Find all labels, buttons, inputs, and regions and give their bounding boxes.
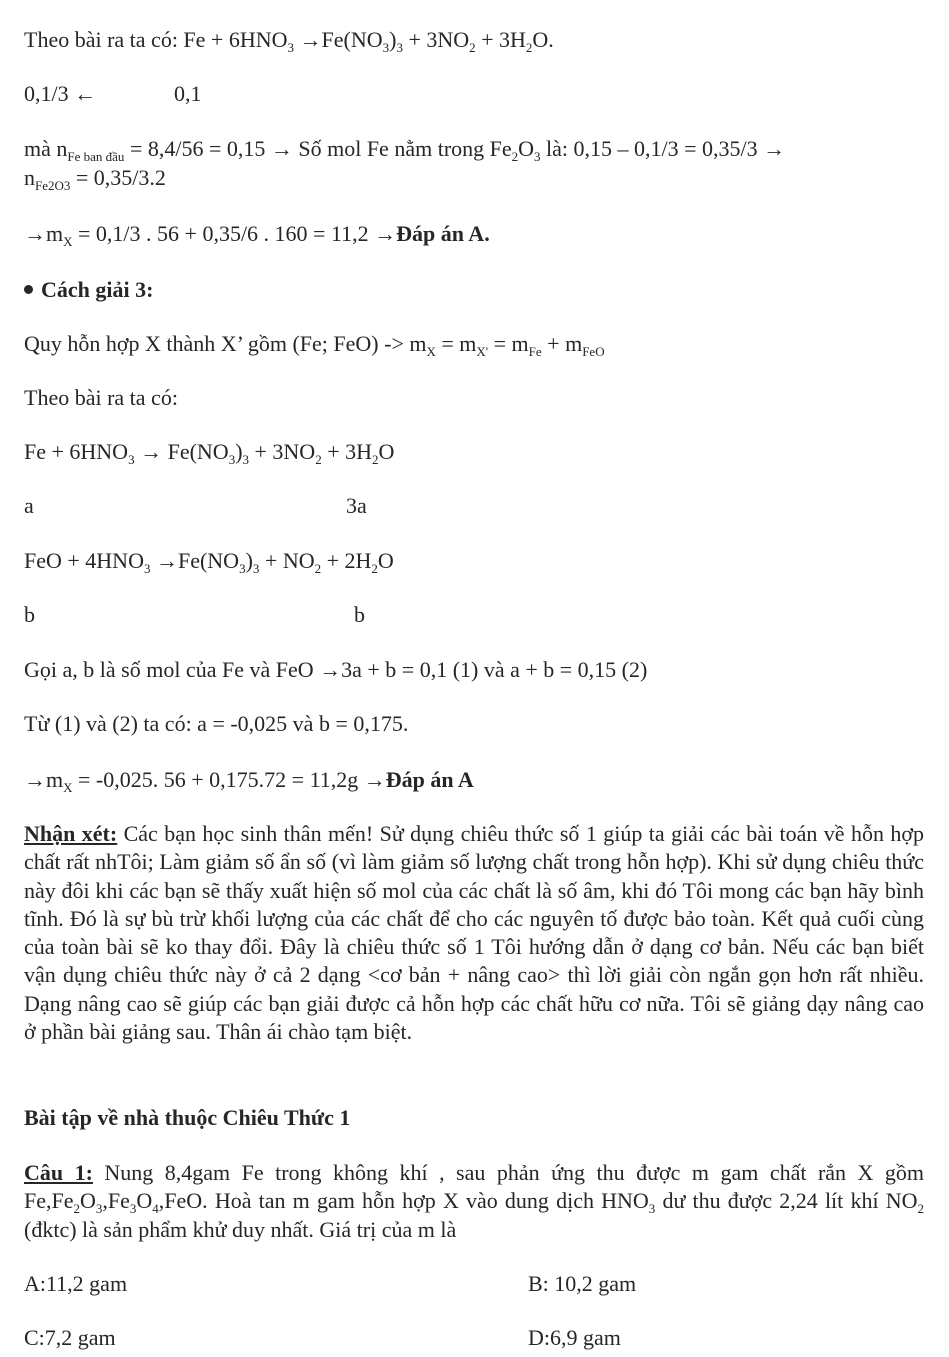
reaction-line-2: $Fe + 6HNO_3 \to Fe(NO_3)_3 + 3NO_2 + 3H_2O$ (24, 439, 395, 467)
mole-line-2-value: 3a (346, 493, 367, 518)
result-line-1: $\to m_X = 0,1/3$ . 56 + 0,35/6 . 160 = 11,2 →Đáp án A. (24, 221, 490, 249)
method-3-heading: Cách giải 3: (24, 276, 153, 304)
answer-option-c: C:7,2 gam (24, 1325, 116, 1350)
bullet-icon (24, 285, 33, 294)
mole-line-1-value: 0,1 (174, 81, 202, 106)
mole-line-1: 0,1/3 ← (24, 81, 97, 106)
answer-option-d: D:6,9 gam (528, 1325, 621, 1350)
mole-line-3-value: b (354, 602, 365, 627)
homework-title: Bài tập về nhà thuộc Chiêu Thức 1 (24, 1105, 351, 1130)
reaction-line-1: Theo bài ra ta có: $Fe + 6HNO_3 \to Fe(NO_3)_3 + 3NO_2 + 3H_2O$. (24, 27, 554, 55)
method-3-intro: Quy hỗn hợp X thành X’ gồm (Fe; $FeO) -> m_X = m_{X'} = m_{Fe} + m_{FeO}$ (24, 331, 605, 359)
equation-solution: Từ (1) và (2) ta có: a = -0,025 và b = 0,175. (24, 711, 409, 736)
calc-line-2: $n_{Fe2O3} = 0,35/3.2$ (24, 165, 166, 193)
calc-line-1: mà $n_{Fe ban đầu} = 8,4/56 = 0,15$ → Số mol Fe nằm trong $Fe_2O_3$ là: 0,15 – 0,1/3 = 0,35/3 → (24, 136, 786, 164)
answer-option-b: B: 10,2 gam (528, 1271, 637, 1296)
mole-line-2: a (24, 493, 34, 518)
answer-option-a: A:11,2 gam (24, 1271, 128, 1296)
reaction-line-3: FeO + $4HNO_3 \to Fe(NO_3)_3 + NO_2 + 2H_2O$ (24, 548, 394, 576)
remark-paragraph: Nhận xét: Các bạn học sinh thân mến! Sử dụng chiêu thức số 1 giúp ta giải các bài toán về hỗn hợp chất rất nhTôi; Làm giảm số ẩn số (vì làm giảm số lượng chất trong hỗn hợp). Khi sử dụng chiêu thức này đôi khi các bạn sẽ thấy xuất hiện số mol của các chất là số âm, khi đó Tôi mong các bạn hãy bình tĩnh. Đó là sự bù trừ khối lượng của các chất để cho các nguyên tố được bảo toàn. Kết quả cuối cùng của toàn bài sẽ ko thay đổi. Đây là chiêu thức số 1 Tôi hướng dẫn ở dạng cơ bản. Nếu các bạn biết vận dụng chiêu thức này ở cả 2 dạng <cơ bản + nâng cao> thì lời giải còn ngắn gọn hơn rất nhiều. Dạng nâng cao sẽ giúp các bạn giải được cả hỗn hợp các chất hữu cơ nữa. Tôi sẽ giảng dạy nâng cao ở phần bài giảng sau. Thân ái chào tạm biệt. (24, 821, 925, 1045)
mole-line-3: b (24, 602, 35, 627)
given-line: Theo bài ra ta có: (24, 385, 178, 410)
question-1: Câu 1: Nung 8,4gam Fe trong không khí , sau phản ứng thu được m gam chất rắn X gồm $Fe,Fe_2O_3,Fe_3O_4,FeO$. Hoà tan m gam hỗn hợp X vào dung dịch $HNO_3$ dư thu được 2,24 lít khí $NO_2$ (đktc) là sản phẩm khử duy nhất. Giá trị của m là (24, 1160, 924, 1242)
result-line-2: $\to m_X = -0,025$. 56 + 0,175.72 = 11,2g →Đáp án A (24, 767, 474, 795)
equation-setup: Gọi a, b là số mol của Fe và FeO →3a + b = 0,1 (1) và a + b = 0,15 (2) (24, 657, 648, 682)
